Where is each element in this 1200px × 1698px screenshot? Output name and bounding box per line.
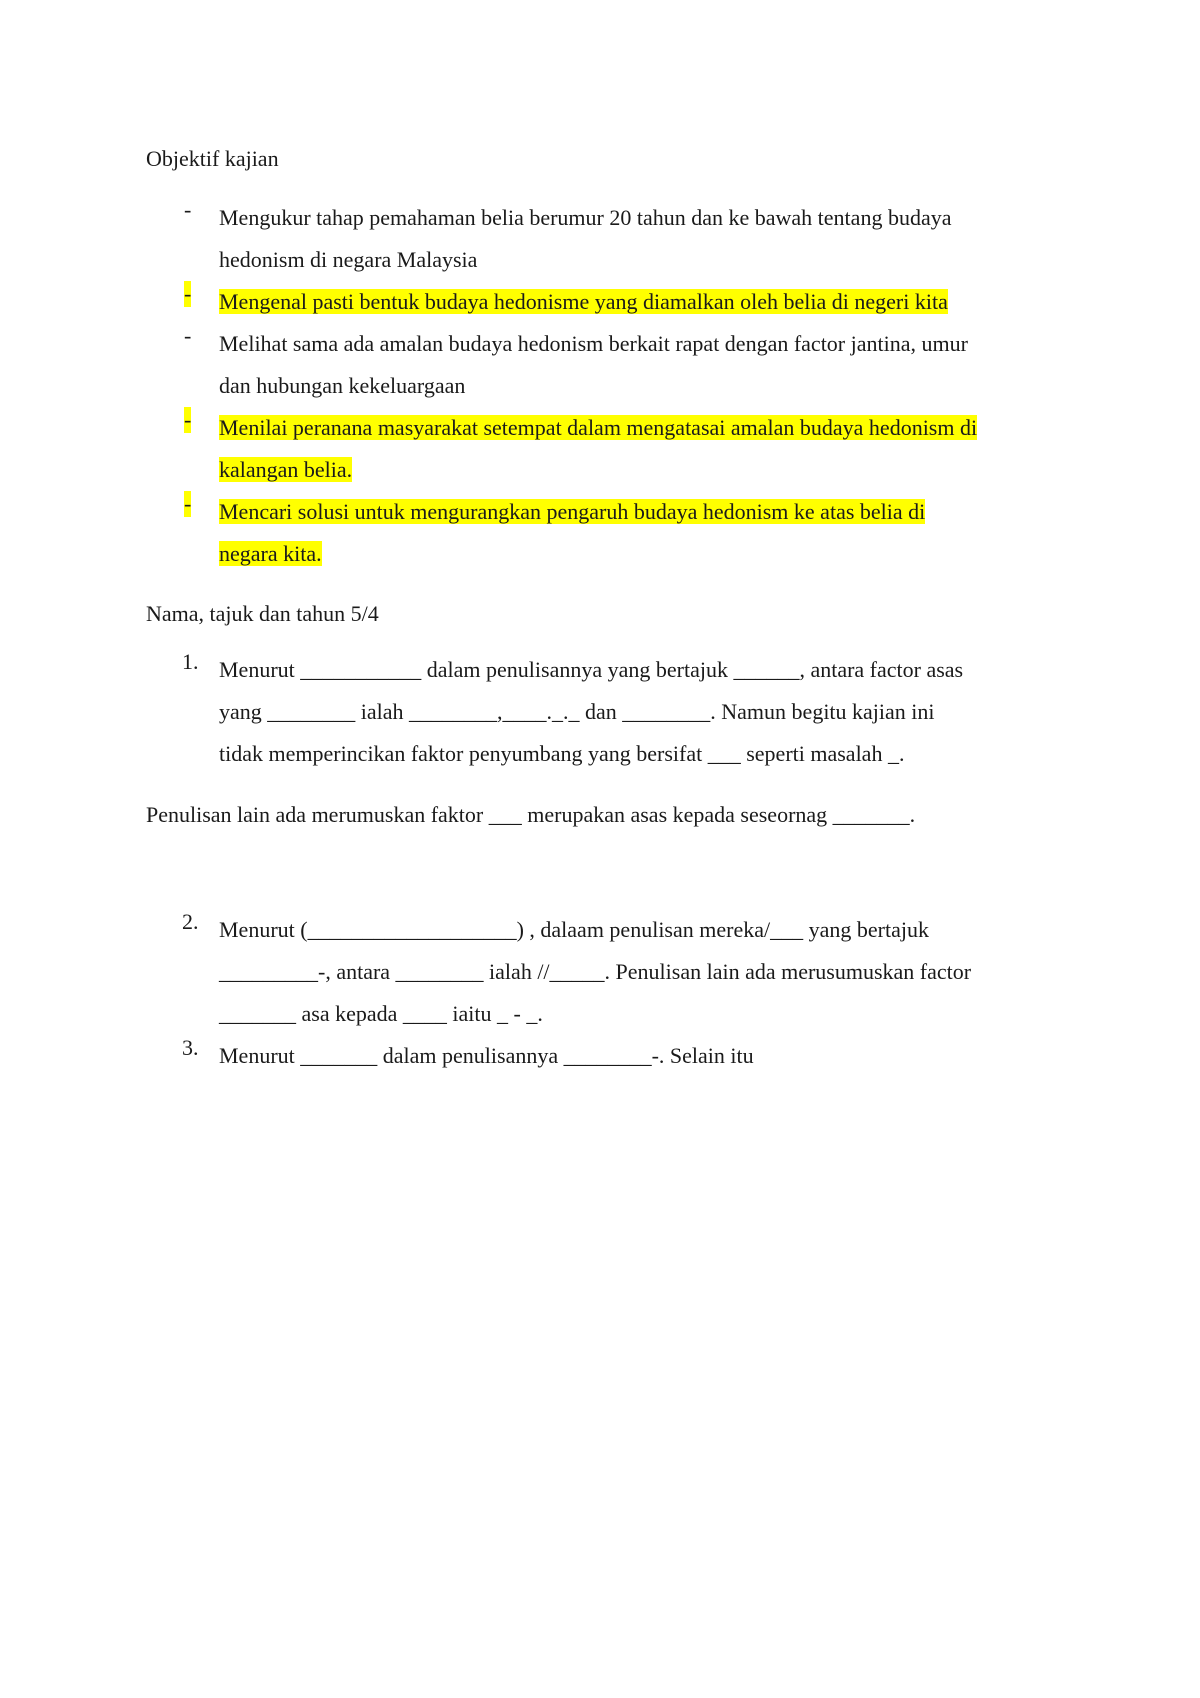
bullet-marker: - bbox=[184, 323, 192, 348]
objectives-heading: Objektif kajian bbox=[146, 146, 279, 171]
item-line: Menurut _______ dalam penulisannya ________-. Selain itu bbox=[219, 1043, 754, 1068]
item-line: tidak memperincikan faktor penyumbang yang bersifat ___ seperti masalah _. bbox=[219, 741, 905, 766]
item-text bbox=[219, 1035, 1079, 1077]
objective-line: Mengenal pasti bentuk budaya hedonisme yang diamalkan oleh belia di negeri kita bbox=[219, 289, 948, 314]
objective-text bbox=[219, 407, 1079, 491]
references-heading: Nama, tajuk dan tahun 5/4 bbox=[146, 601, 379, 626]
objective-line: negara kita. bbox=[219, 541, 322, 566]
item-line: _________-, antara ________ ialah //_____. Penulisan lain ada merusumuskan factor bbox=[219, 959, 972, 984]
objective-line: hedonism di negara Malaysia bbox=[219, 247, 478, 272]
objective-line: Menilai peranana masyarakat setempat dalam mengatasai amalan budaya hedonism di bbox=[219, 415, 978, 440]
objective-line: Mengukur tahap pemahaman belia berumur 20 tahun dan ke bawah tentang budaya bbox=[219, 205, 952, 230]
bullet-marker: - bbox=[184, 407, 192, 432]
item-number: 3. bbox=[182, 1035, 199, 1060]
item-line: Menurut ___________ dalam penulisannya yang bertajuk ______, antara factor asas bbox=[219, 657, 964, 682]
bullet-marker: - bbox=[184, 491, 192, 516]
item-number: 1. bbox=[182, 649, 199, 674]
item-line: Menurut (___________________) , dalaam penulisan mereka/___ yang bertajuk bbox=[219, 917, 929, 942]
item-text bbox=[219, 649, 1079, 775]
objective-line: Mencari solusi untuk mengurangkan pengaruh budaya hedonism ke atas belia di bbox=[219, 499, 926, 524]
objective-text bbox=[219, 197, 1079, 281]
objective-line: kalangan belia. bbox=[219, 457, 353, 482]
objective-line: Melihat sama ada amalan budaya hedonism berkait rapat dengan factor jantina, umur bbox=[219, 331, 968, 356]
item-line: yang ________ ialah ________,____._._ dan ________. Namun begitu kajian ini bbox=[219, 699, 935, 724]
bullet-marker: - bbox=[184, 197, 192, 222]
objective-text bbox=[219, 491, 1079, 575]
body-paragraph: Penulisan lain ada merumuskan faktor ___ merupakan asas kepada seseornag _______. bbox=[146, 802, 916, 827]
objective-text bbox=[219, 323, 1079, 407]
item-line: _______ asa kepada ____ iaitu _ - _. bbox=[219, 1001, 543, 1026]
objective-text bbox=[219, 281, 1079, 323]
bullet-marker: - bbox=[184, 281, 192, 306]
item-text bbox=[219, 909, 1079, 1035]
item-number: 2. bbox=[182, 909, 199, 934]
objective-line: dan hubungan kekeluargaan bbox=[219, 373, 466, 398]
